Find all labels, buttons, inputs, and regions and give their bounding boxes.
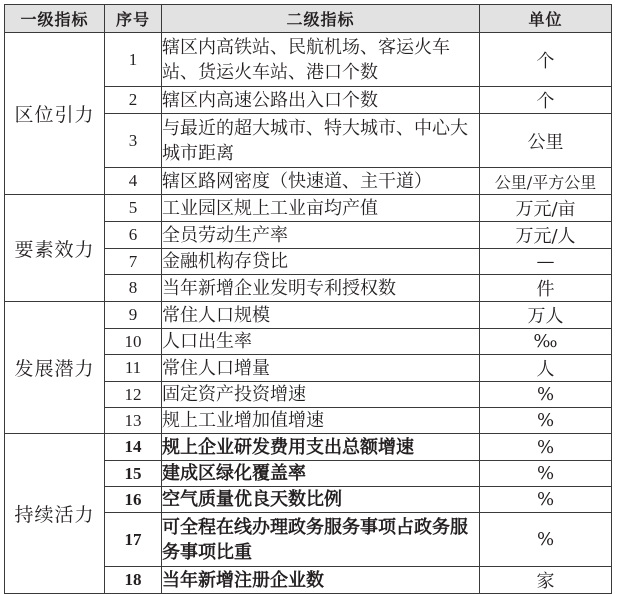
row-indicator: 人口出生率: [162, 329, 480, 355]
header-level2: 二级指标: [162, 5, 480, 33]
row-unit: %: [480, 461, 612, 487]
row-seq: 17: [105, 513, 162, 567]
row-indicator: 工业园区规上工业亩均产值: [162, 195, 480, 222]
row-seq: 5: [105, 195, 162, 222]
row-unit: 人: [480, 355, 612, 382]
row-seq: 7: [105, 249, 162, 275]
row-unit: 万元/人: [480, 222, 612, 249]
row-seq: 16: [105, 487, 162, 513]
row-unit: 万元/亩: [480, 195, 612, 222]
row-seq: 10: [105, 329, 162, 355]
row-unit: 件: [480, 275, 612, 302]
row-unit: %: [480, 434, 612, 461]
row-indicator: 辖区内高速公路出入口个数: [162, 87, 480, 114]
header-row: [5, 5, 612, 33]
row-seq: 15: [105, 461, 162, 487]
header-unit: 单位: [480, 5, 612, 33]
row-unit: ‰: [480, 329, 612, 355]
row-indicator: 与最近的超大城市、特大城市、中心大城市距离: [162, 114, 480, 168]
row-seq: 3: [105, 114, 162, 168]
row-seq: 18: [105, 567, 162, 594]
row-unit: %: [480, 487, 612, 513]
row-indicator: 辖区路网密度（快速道、主干道）: [162, 168, 480, 195]
row-indicator: 空气质量优良天数比例: [162, 487, 480, 513]
row-unit: %: [480, 382, 612, 408]
row-unit: 万人: [480, 302, 612, 329]
row-seq: 13: [105, 408, 162, 434]
indicator-table: [4, 4, 612, 594]
row-indicator: 全员劳动生产率: [162, 222, 480, 249]
row-unit: 家: [480, 567, 612, 594]
row-indicator: 当年新增注册企业数: [162, 567, 480, 594]
row-indicator: 常住人口增量: [162, 355, 480, 382]
row-unit: —: [480, 249, 612, 275]
row-indicator: 当年新增企业发明专利授权数: [162, 275, 480, 302]
group-label: 区位引力: [5, 33, 105, 195]
header-level1: 一级指标: [5, 5, 105, 33]
row-indicator: 建成区绿化覆盖率: [162, 461, 480, 487]
row-seq: 14: [105, 434, 162, 461]
group-label: 要素效力: [5, 195, 105, 302]
row-indicator: 可全程在线办理政务服务事项占政务服务事项比重: [162, 513, 480, 567]
row-unit: 公里: [480, 114, 612, 168]
group-label: 持续活力: [5, 434, 105, 594]
row-seq: 12: [105, 382, 162, 408]
table-row: [5, 195, 612, 222]
table-row: [5, 302, 612, 329]
row-unit: %: [480, 408, 612, 434]
group-label: 发展潜力: [5, 302, 105, 434]
row-seq: 6: [105, 222, 162, 249]
row-indicator: 规上工业增加值增速: [162, 408, 480, 434]
row-unit: 个: [480, 87, 612, 114]
row-unit: 公里/平方公里: [480, 168, 612, 195]
row-indicator: 辖区内高铁站、民航机场、客运火车站、货运火车站、港口个数: [162, 33, 480, 87]
row-unit: 个: [480, 33, 612, 87]
row-indicator: 常住人口规模: [162, 302, 480, 329]
header-seq: 序号: [105, 5, 162, 33]
table-row: [5, 434, 612, 461]
row-seq: 1: [105, 33, 162, 87]
row-seq: 11: [105, 355, 162, 382]
row-unit: %: [480, 513, 612, 567]
row-seq: 8: [105, 275, 162, 302]
row-indicator: 规上企业研发费用支出总额增速: [162, 434, 480, 461]
row-indicator: 固定资产投资增速: [162, 382, 480, 408]
row-seq: 4: [105, 168, 162, 195]
row-indicator: 金融机构存贷比: [162, 249, 480, 275]
row-seq: 2: [105, 87, 162, 114]
table-row: [5, 33, 612, 87]
row-seq: 9: [105, 302, 162, 329]
